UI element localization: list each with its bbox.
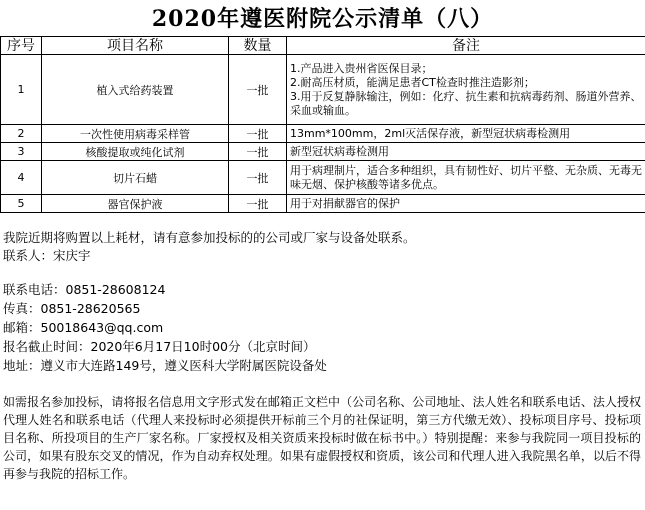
row-seq: 4: [1, 161, 42, 195]
row-qty: 一批: [229, 161, 287, 195]
table-row: [1, 195, 645, 213]
intro-text: 我院近期将购置以上耗材，请有意参加投标的的公司或厂家与设备处联系。: [3, 230, 416, 245]
row-notes: 新型冠状病毒检测用: [287, 143, 645, 161]
contact-phone: 联系电话：0851-28608124: [3, 282, 166, 297]
table-row: [1, 143, 645, 161]
registration-deadline: 报名截止时间：2020年6月17日10时00分（北京时间）: [3, 339, 316, 354]
procurement-table: [0, 36, 645, 213]
header-qty: 数量: [229, 37, 287, 55]
row-notes: 13mm*100mm，2ml灭活保存液，新型冠状病毒检测用: [287, 125, 645, 143]
bidding-notice: 如需报名参加投标，请将报名信息用文字形式发在邮箱正文栏中（公司名称、公司地址、法人姓名和联系电话、法人授权代理人姓名和联系电话（代理人来投标时必须提供开标前三个月的社保证明，第三方代缴无效）、投标项目序号、投标项目名称、所投项目的生产厂家名称。厂家授权及相关资质来投标时做在标书中。）特别提醒：来参与我院同一项目投标的公司，如果有股东交叉的情况，作为自动弃权处理。如果有虚假授权和资质，该公司和代理人进入我院黑名单，以后不得再参与我院的招标工作。: [3, 395, 641, 481]
page-title: 2020年遵医附院公示清单（八）: [151, 6, 494, 32]
row-seq: 1: [1, 55, 42, 125]
header-notes: 备注: [287, 37, 645, 55]
row-qty: 一批: [229, 125, 287, 143]
table-header-row: [1, 37, 645, 55]
contact-address: 地址：遵义市大连路149号，遵义医科大学附属医院设备处: [3, 358, 327, 373]
table-row: [1, 125, 645, 143]
row-notes: 用于对捐献器官的保护: [287, 195, 645, 213]
row-seq: 2: [1, 125, 42, 143]
row-seq: 3: [1, 143, 42, 161]
note-line: 2.耐高压材质，能满足患者CT检查时推注造影剂；: [290, 75, 535, 89]
row-name: 切片石蜡: [42, 161, 229, 195]
contact-email: 邮箱：50018643@qq.com: [3, 320, 164, 335]
row-name: 核酸提取或纯化试剂: [42, 143, 229, 161]
row-name: 植入式给药装置: [42, 55, 229, 125]
row-name: 器官保护液: [42, 195, 229, 213]
table-row: [1, 161, 645, 195]
row-seq: 5: [1, 195, 42, 213]
note-line: 1.产品进入贵州省医保目录；: [290, 61, 433, 75]
header-seq: 序号: [1, 37, 42, 55]
table-row: [1, 55, 645, 125]
contact-person: 联系人：宋庆宇: [3, 248, 91, 263]
note-line: 3.用于反复静脉输注，例如：化疗、抗生素和抗病毒药剂、肠道外营养、采血或输血。: [290, 89, 642, 117]
contact-fax: 传真：0851-28620565: [3, 301, 141, 316]
row-qty: 一批: [229, 55, 287, 125]
row-name: 一次性使用病毒采样管: [42, 125, 229, 143]
row-notes: [287, 55, 645, 125]
row-notes: 用于病理制片，适合多种组织，具有韧性好、切片平整、无杂质、无毒无味无烟、保护核酸等诸多优点。: [287, 161, 645, 195]
header-name: 项目名称: [42, 37, 229, 55]
row-qty: 一批: [229, 143, 287, 161]
row-qty: 一批: [229, 195, 287, 213]
